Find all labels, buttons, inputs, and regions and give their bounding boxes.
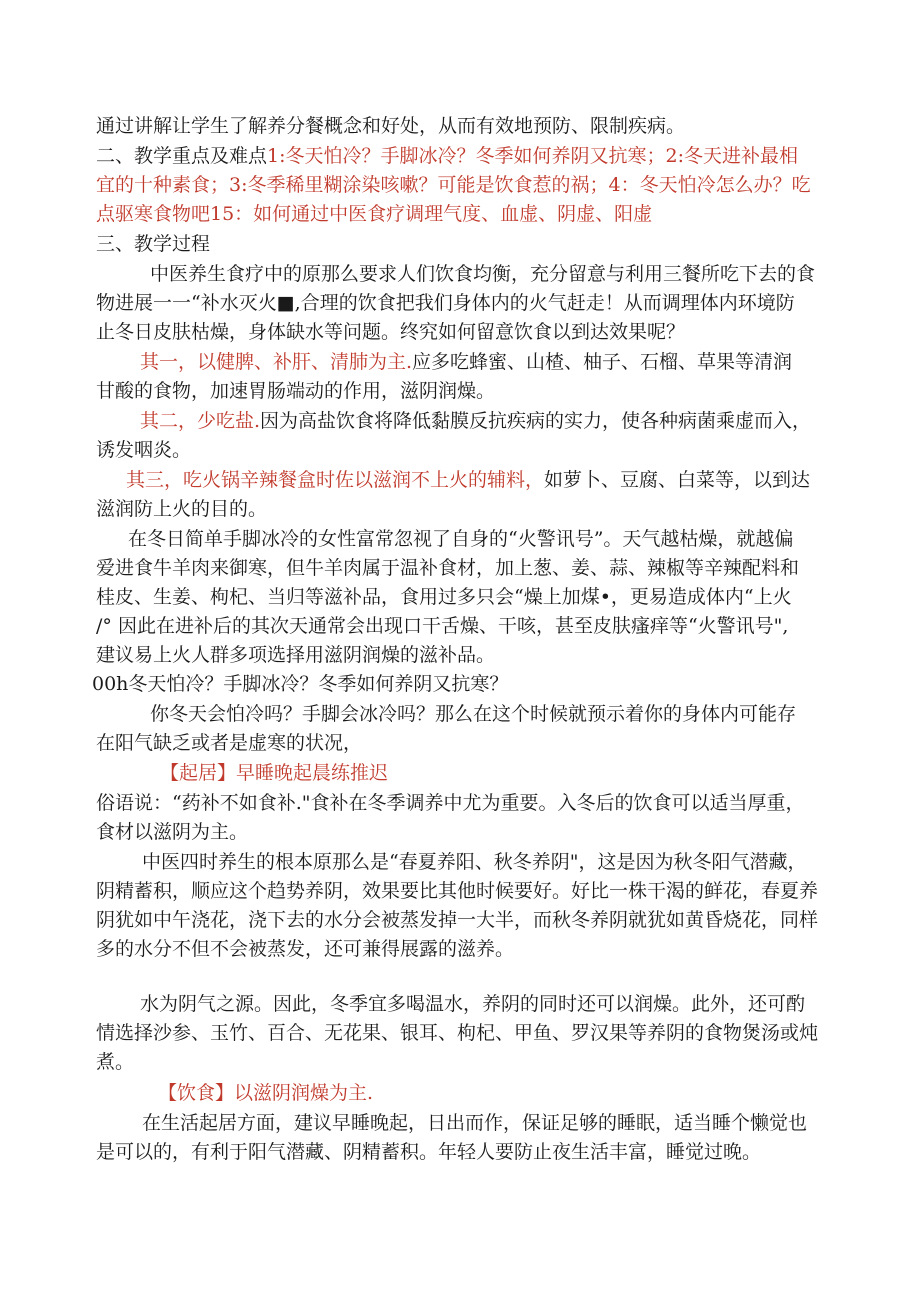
heading-label: 二、教学重点及难点 (96, 145, 268, 167)
paragraph-intro: 通过讲解让学生了解养分餐概念和好处，从而有效地预防、限制疾病。 (96, 115, 686, 137)
paragraph-process-2: 物进展一一“补水灭火■,合理的饮食把我们身体内的火气赶走！从而调理体内环境防 (96, 292, 795, 314)
paragraph-cold-1: 你冬天会怕冷吗？手脚会冰冷吗？那么在这个时候就预示着你的身体内可能存 (150, 703, 797, 725)
paragraph-process-1: 中医养生食疗中的原那么要求人们饮食均衡，充分留意与利用三餐所吃下去的食 (150, 263, 816, 285)
paragraph-proverb-2: 食材以滋阴为主。 (96, 821, 249, 843)
paragraph-seasons-2: 阴精蓄积，顺应这个趋势养阴，效果要比其他时候要好。好比一株干渴的鲜花，春夏养 (96, 880, 819, 902)
paragraph-water-3: 煮。 (96, 1051, 135, 1073)
key-points-highlight: 1:冬天怕冷？手脚冰冷？冬季如何养阴又抗寒；2:冬天进补最相 (267, 145, 798, 167)
point-three-highlight: 其三，吃火锅辛辣餐盒时佐以滋润不上火的辅料， (126, 469, 545, 491)
point-three-continued: 滋润防上火的目的。 (96, 498, 268, 520)
point-three-text: 如萝卜、豆腐、白菜等，以到达 (544, 469, 811, 491)
heading-daily-routine: 【起居】早睡晚起晨练推迟 (160, 762, 389, 784)
point-two (140, 408, 840, 434)
paragraph-water-2: 情选择沙参、玉竹、百合、无花果、银耳、枸杞、甲鱼、罗汉果等养阴的食物煲汤或炖 (96, 1022, 819, 1044)
paragraph-seasons-1: 中医四时养生的根本原那么是“春夏养阳、秋冬养阴"，这是因为秋冬阳气潜藏， (142, 851, 807, 873)
point-one-continued: 甘酸的食物，加速胃肠端动的作用，滋阴润燥。 (96, 380, 496, 402)
subheading-winter-cold: 00h冬天怕冷？手脚冰冷？冬季如何养阴又抗寒？ (92, 673, 509, 695)
paragraph-proverb-1: 俗语说：“药补不如食补."食补在冬季调养中尤为重要。入冬后的饮食可以适当厚重， (96, 792, 805, 814)
paragraph-seasons-3: 阴犹如中午浇花，浇下去的水分会被蒸发掉一大半，而秋冬养阴就犹如黄昏烧花，同样 (96, 909, 819, 931)
paragraph-fire-alarm-2: 爱进食牛羊肉来御寒，但牛羊肉属于温补食材，加上葱、姜、蒜、辣椒等辛辣配料和 (96, 557, 800, 579)
paragraph-process-3: 止冬日皮肤枯燥，身体缺水等问题。终究如何留意饮食以到达效果呢？ (96, 321, 686, 343)
heading-diet: 【饮食】以滋阴润燥为主. (158, 1082, 374, 1104)
point-one-text: 应多吃蜂蜜、山楂、柚子、石榴、草果等清润 (412, 351, 793, 373)
point-one-highlight: 其一，以健脾、补肝、清肺为主. (140, 351, 413, 373)
paragraph-fire-alarm-5: 建议易上火人群多项选择用滋阴润燥的滋补品。 (96, 644, 496, 666)
point-two-continued: 诱发咽炎。 (96, 439, 192, 461)
paragraph-water-1: 水为阴气之源。因此，冬季宜多喝温水，养阴的同时还可以润燥。此外，还可酌 (140, 993, 806, 1015)
paragraph-fire-alarm-3: 桂皮、生姜、枸杞、当归等滋补品，食用过多只会“燥上加煤•，更易造成体内“上火 (96, 586, 792, 608)
paragraph-sleep-1: 在生活起居方面，建议早睡晚起，日出而作，保证足够的睡眠，适当睡个懒觉也 (142, 1112, 808, 1134)
key-points-line-2: 宜的十种素食；3:冬季稀里糊涂染咳嗽？可能是饮食惹的祸；4：冬天怕冷怎么办？吃 (96, 174, 811, 196)
paragraph-cold-2: 在阳气缺乏或者是虚寒的状况， (96, 732, 363, 754)
section-heading-key-points (96, 143, 840, 169)
section-heading-process: 三、教学过程 (96, 233, 211, 255)
paragraph-seasons-4: 多的水分不但不会被蒸发，还可兼得展露的滋养。 (96, 938, 515, 960)
point-three (126, 467, 840, 493)
paragraph-fire-alarm-4: /° 因此在进补后的其次天通常会出现口干舌燥、干咳，甚至皮肤瘙痒等“火警讯号", (96, 615, 789, 637)
paragraph-sleep-2: 是可以的，有利于阳气潜藏、阴精蓄积。年轻人要防止夜生活丰富，睡觉过晚。 (96, 1141, 762, 1163)
paragraph-fire-alarm-1: 在冬日简单手脚冰冷的女性富常忽视了自身的“火警讯号”。天气越枯燥，就越偏 (128, 528, 794, 550)
point-two-text: 因为高盐饮食将降低黏膜反抗疾病的实力，使各种病菌乘虚而入， (260, 410, 812, 432)
point-two-highlight: 其二，少吃盐. (140, 410, 261, 432)
key-points-line-3: 点驱寒食物吧15：如何通过中医食疗调理气度、血虚、阴虚、阳虚 (96, 203, 653, 225)
point-one (140, 349, 840, 375)
